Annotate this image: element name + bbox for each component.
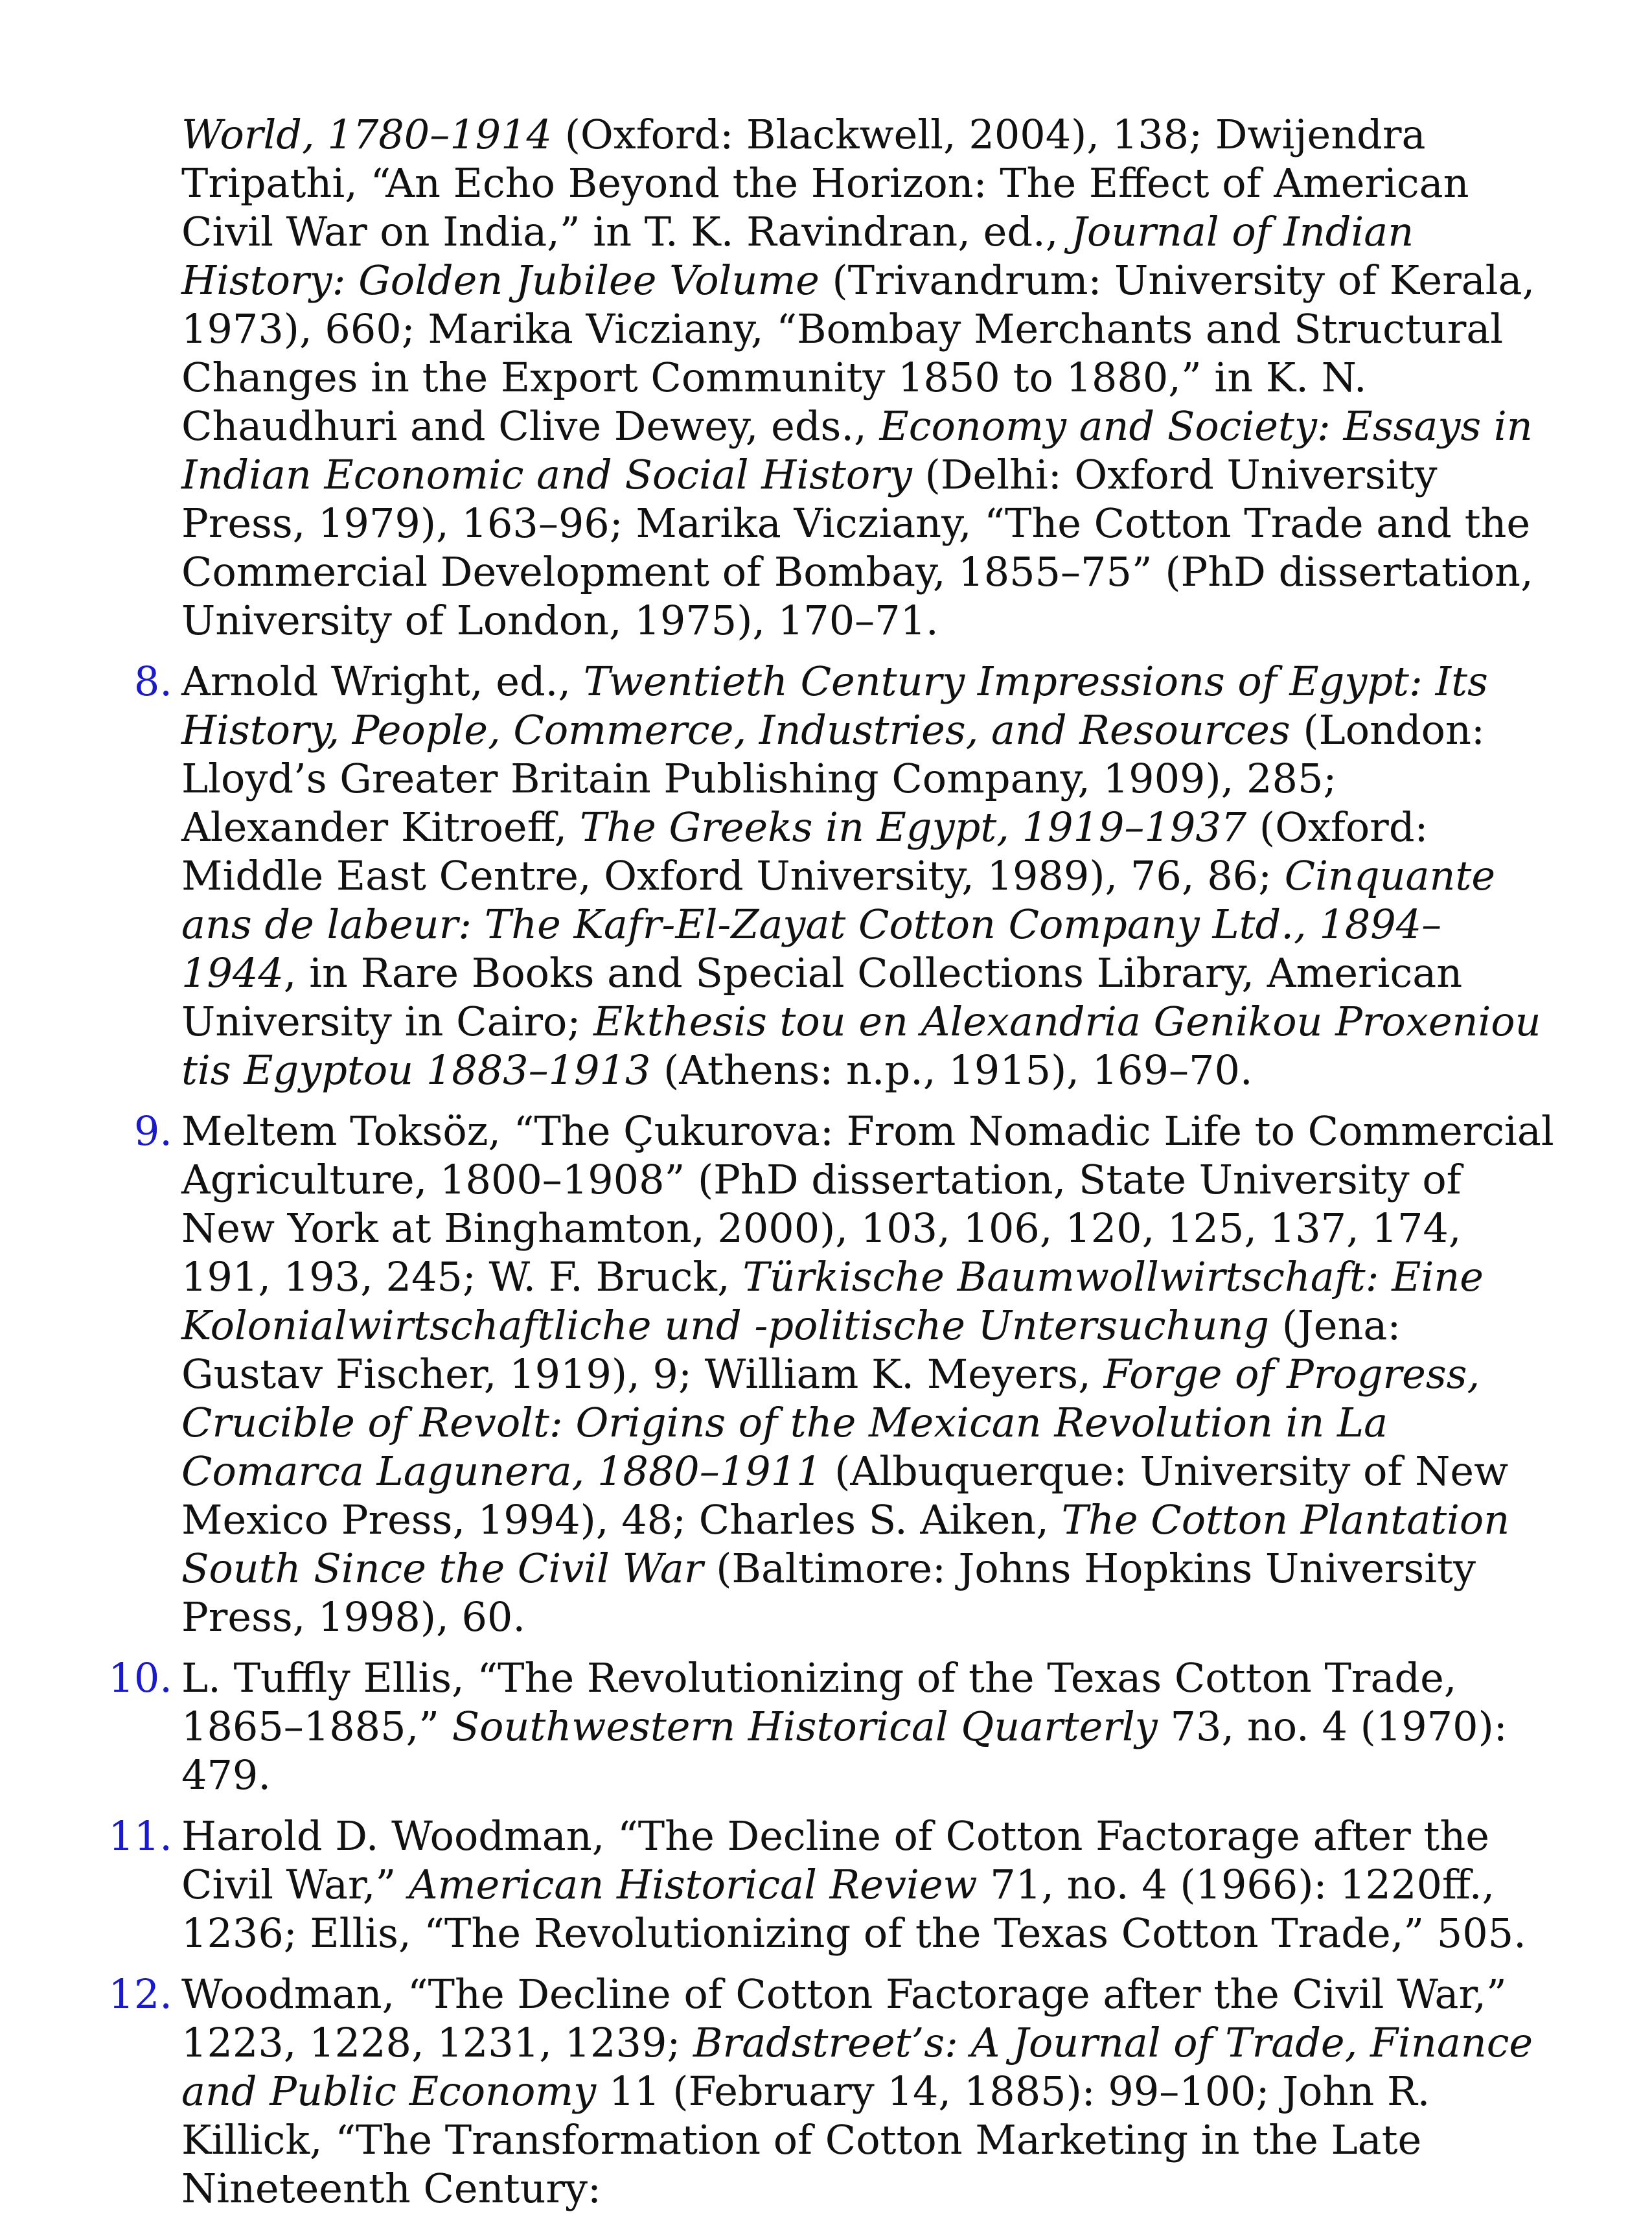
note-text-italic: Twentieth Century Impressions of Egypt: Its History, People, Commerce, Industries, and Resources (181, 658, 1488, 754)
note-text (181, 1107, 1554, 1641)
note-text-span: (Oxford: Middle East Centre, Oxford University, 1989), 76, 86; (181, 803, 1428, 899)
note-text-span: 73, no. 4 (1970): 479. (181, 1703, 1508, 1799)
note-text-span: (Jena: Gustav Fischer, 1919), 9; William K. Meyers, (181, 1302, 1401, 1398)
note-text-italic: Southwestern Historical Quarterly (452, 1703, 1158, 1750)
note-text-italic: Economy and Society: Essays in Indian Economic and Social History (181, 402, 1533, 498)
note-text (181, 1970, 1533, 2212)
note-text-italic: Journal of Indian History: Golden Jubilee Volume (181, 208, 1414, 304)
note-text-italic: Forge of Progress, Crucible of Revolt: Origins of the Mexican Revolution in La Comarca Lagunera, 1880–1911 (181, 1350, 1480, 1495)
note-text (181, 111, 1535, 644)
note-text-span: (Delhi: Oxford University Press, 1979), 163–96; Marika Vicziany, “The Cotton Trade and the Commercial Development of Bombay, 1855–75” (PhD dissertation, University of London, 1975), 170–71. (181, 451, 1533, 644)
note-text-span: 71, no. 4 (1966): 1220ff., 1236; Ellis, “The Revolutionizing of the Texas Cotton Trade,” 505. (181, 1861, 1526, 1957)
note-text-span: , in Rare Books and Special Collections Library, American University in Cairo; (181, 949, 1463, 1045)
note-text-span: (Oxford: Blackwell, 2004), 138; Dwijendra Tripathi, “An Echo Beyond the Horizon: The Effect of American Civil War on India,” in T. K. Ravindran, ed., (181, 111, 1469, 255)
note-text-span: 11 (February 14, 1885): 99–100; John R. Killick, “The Transformation of Cotton Marketing in the Late Nineteenth Century: (181, 2068, 1430, 2212)
note-text-span: Arnold Wright, ed., (181, 658, 584, 705)
note-text-italic: The Greeks in Egypt, 1919–1937 (579, 803, 1247, 851)
endnote-8 (133, 657, 1555, 1094)
note-number[interactable]: 10. (108, 1654, 172, 1701)
note-number-link[interactable] (134, 1107, 172, 1155)
note-text-italic: Bradstreet’s: A Journal of Trade, Finance and Public Economy (181, 2019, 1533, 2115)
note-number-link[interactable] (108, 1812, 172, 1860)
endnote-10 (108, 1654, 1555, 1799)
note-text-span: (Trivandrum: University of Kerala, 1973), 660; Marika Vicziany, “Bombay Merchants and Structural Changes in the Export Community 1850 to 1880,” in K. N. Chaudhuri and Clive Dewey, eds., (181, 257, 1535, 450)
note-number[interactable]: 9. (133, 1107, 172, 1155)
note-text-italic: Cinquante ans de labeur: The Kafr-El-Zayat Cotton Company Ltd., 1894–1944 (181, 852, 1496, 997)
note-text-span: Woodman, “The Decline of Cotton Factorage after the Civil War,” 1223, 1228, 1231, 1239; (181, 1970, 1507, 2066)
note-text-italic: World, 1780–1914 (181, 111, 552, 158)
note-number[interactable]: 12. (108, 1970, 172, 2018)
note-number-link[interactable] (108, 1654, 172, 1702)
note-text-span: Meltem Toksöz, “The Çukurova: From Nomadic Life to Commercial Agriculture, 1800–1908” (PhD dissertation, State University of New York at Binghamton, 2000), 103, 106, 120, 125, 137, 174, 191, 193, 245; W. F. Bruck, (181, 1107, 1554, 1300)
note-text-span: (Baltimore: Johns Hopkins University Press, 1998), 60. (181, 1545, 1476, 1641)
note-text-italic: Ekthesis tou en Alexandria Genikou Proxeniou tis Egyptou 1883–1913 (181, 998, 1541, 1094)
note-text-span: Harold D. Woodman, “The Decline of Cotton Factorage after the Civil War,” (181, 1812, 1489, 1908)
note-text-span: (London: Lloyd’s Greater Britain Publishing Company, 1909), 285; Alexander Kitroeff, (181, 706, 1485, 851)
endnotes-list (108, 110, 1555, 2225)
note-text-span: L. Tuffly Ellis, “The Revolutionizing of the Texas Cotton Trade, 1865–1885,” (181, 1654, 1457, 1750)
endnote-12 (108, 1970, 1555, 2213)
endnote-continued (181, 110, 1555, 645)
endnote-9 (133, 1107, 1555, 1641)
note-text (181, 1654, 1508, 1799)
note-number-link[interactable] (108, 1970, 172, 2018)
note-text-italic: Türkische Baumwollwirtschaft: Eine Kolonialwirtschaftliche und -politische Untersuchung (181, 1253, 1484, 1349)
note-text-italic: American Historical Review (408, 1861, 978, 1908)
note-text (181, 1812, 1526, 1957)
note-number[interactable]: 11. (108, 1812, 172, 1860)
note-number-link[interactable] (134, 657, 172, 706)
note-text (181, 658, 1541, 1094)
note-text-italic: The Cotton Plantation South Since the Civil War (181, 1496, 1510, 1592)
note-text-span: (Albuquerque: University of New Mexico Press, 1994), 48; Charles S. Aiken, (181, 1447, 1509, 1543)
note-text-span: (Athens: n.p., 1915), 169–70. (650, 1046, 1253, 1094)
endnote-11 (108, 1812, 1555, 1957)
note-number[interactable]: 8. (133, 658, 172, 705)
